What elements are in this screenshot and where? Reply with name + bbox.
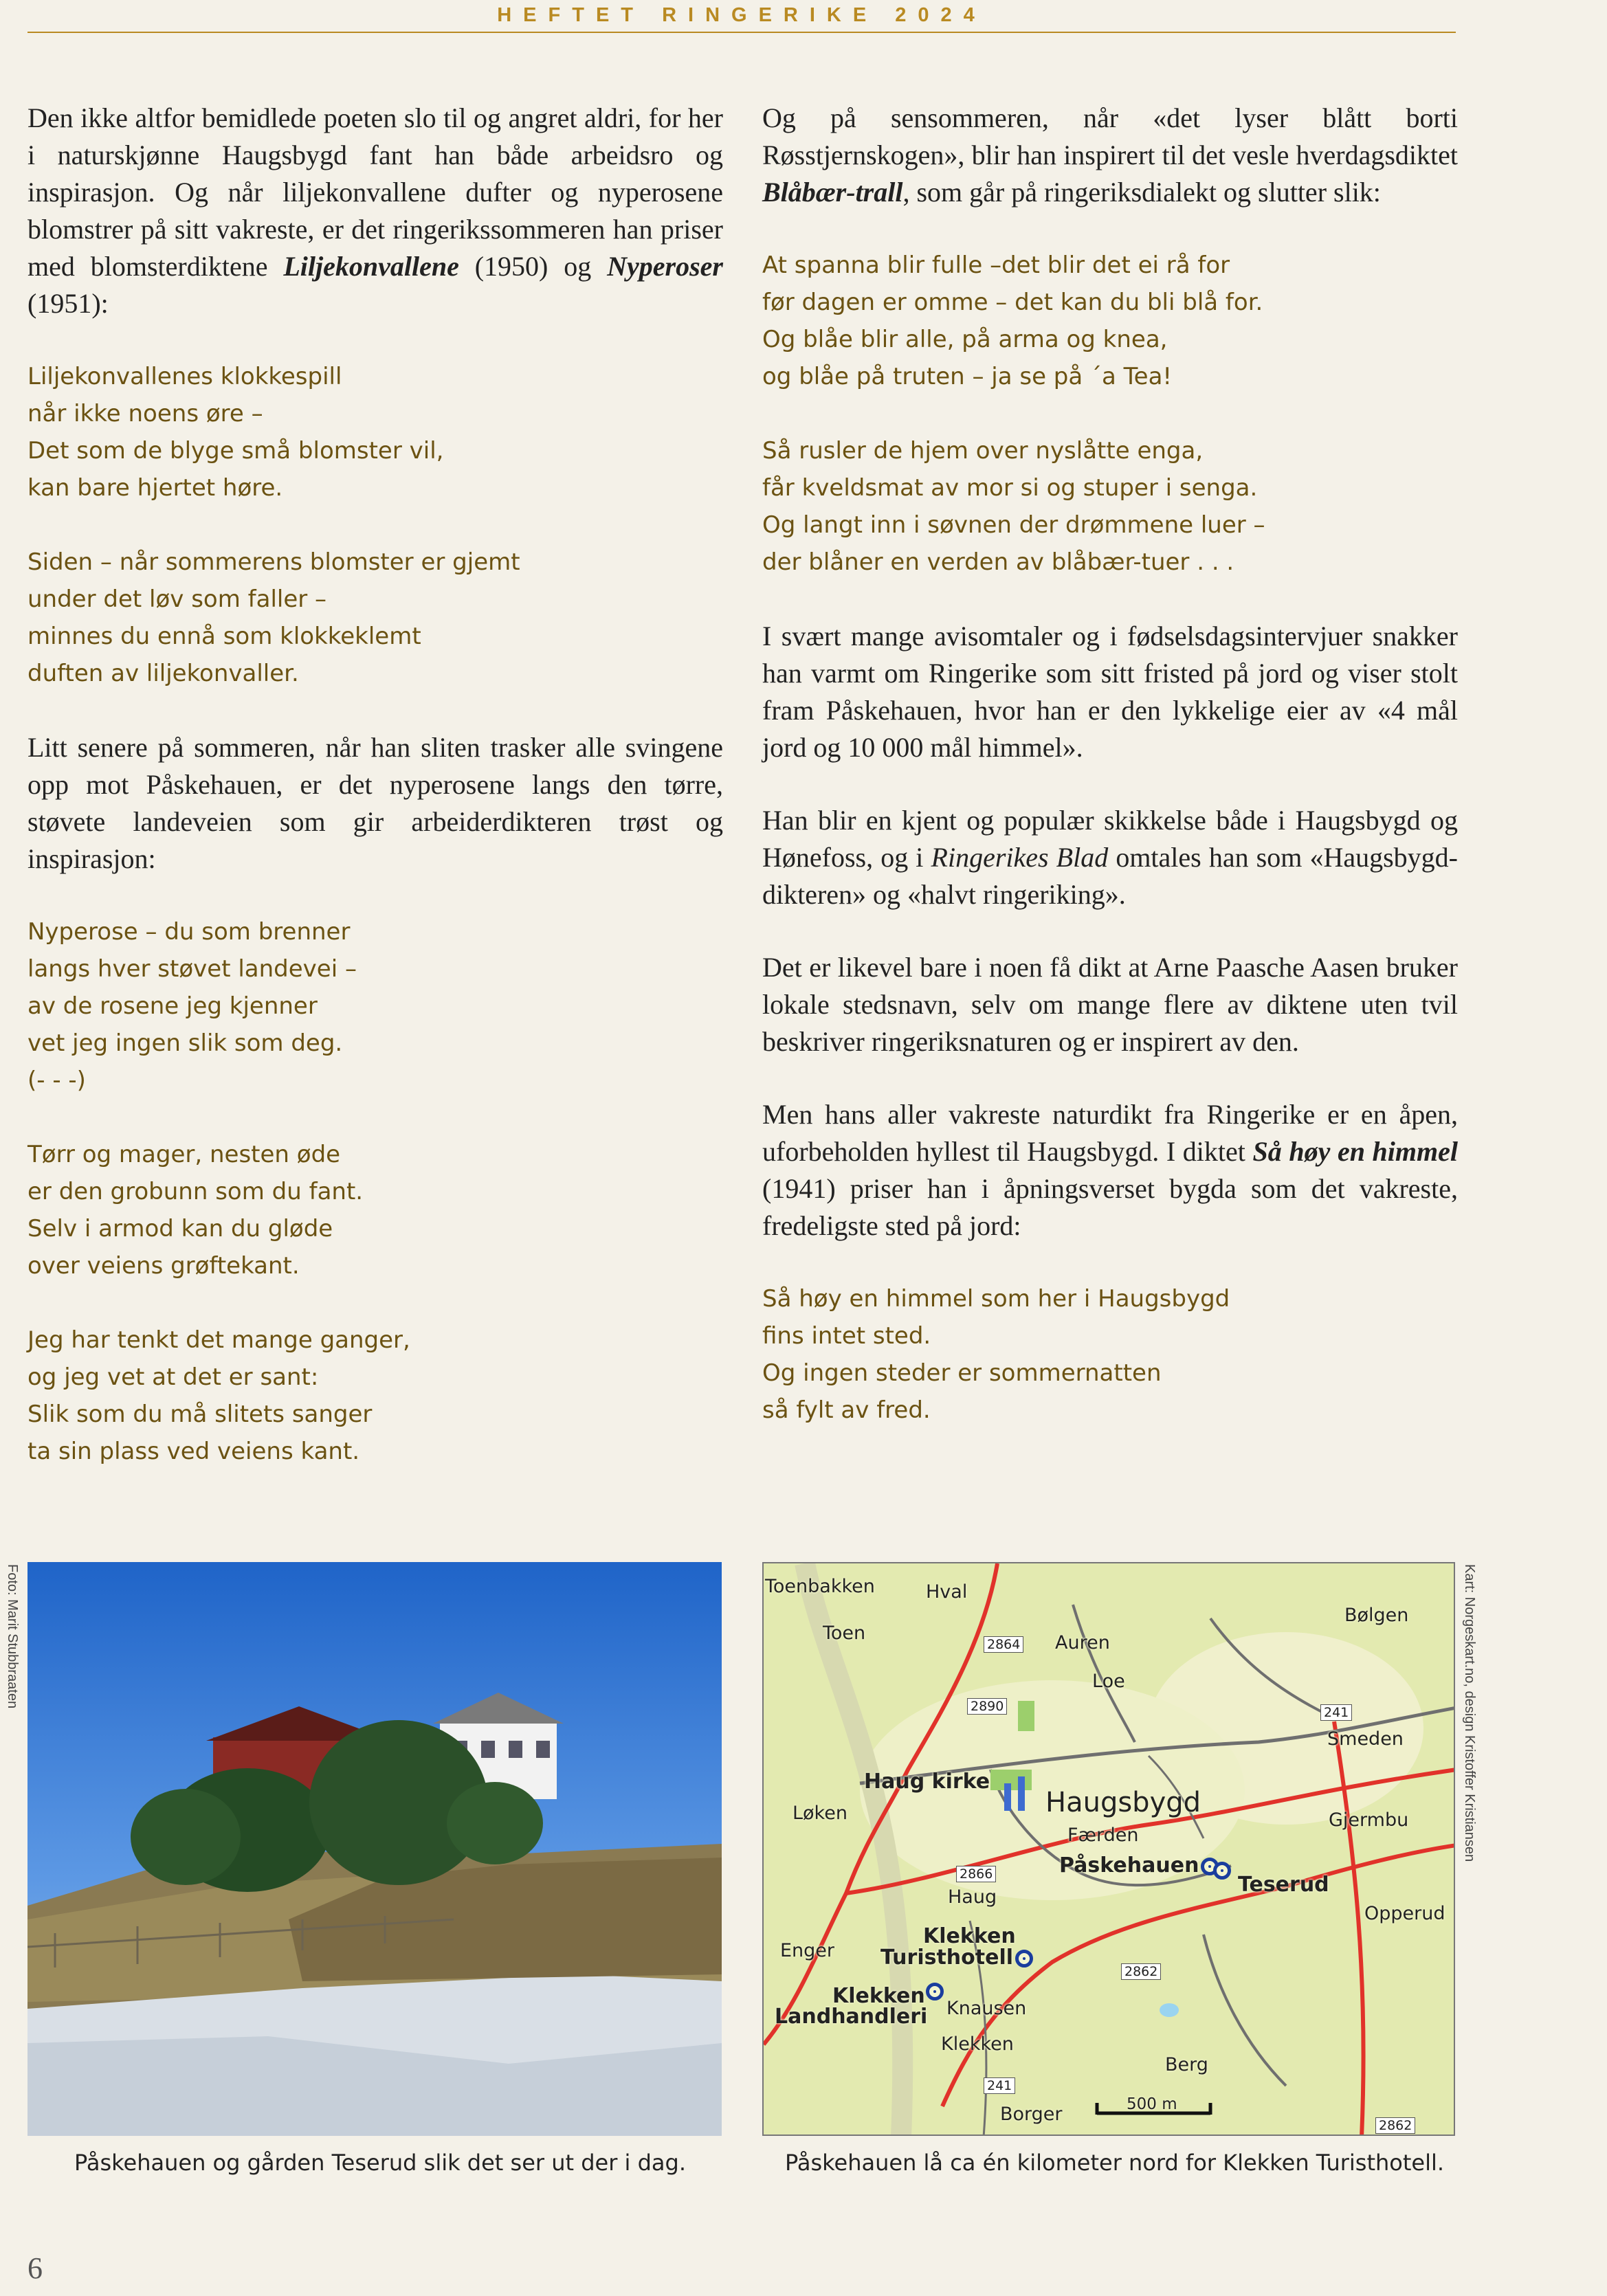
poem-stanza: Nyperose – du som brenner langs hver støvet landevei – av de rosene jeg kjenner vet jeg ingen slik som deg. (- - -) bbox=[27, 918, 357, 1094]
paragraph: Litt senere på sommeren, når han sliten trasker alle svingene opp mot Påskehauen, er det nyperosene langs den tørre, støvete landeveien som gir arbeiderdikteren trøst og inspirasjon: bbox=[27, 732, 723, 874]
text-span: omtales han som «Haugsbygd-dikteren» og «halvt ringeriking». bbox=[762, 842, 1458, 910]
map-label: Påskehauen bbox=[1059, 1853, 1199, 1877]
map-label: Toen bbox=[823, 1623, 866, 1644]
teserud-marker-icon bbox=[1213, 1862, 1231, 1880]
photo-caption: Påskehauen og gården Teserud slik det ser ut der i dag. bbox=[74, 2150, 686, 2176]
map-label: Toenbakken bbox=[765, 1576, 875, 1597]
road-number: 241 bbox=[984, 2077, 1015, 2094]
poem-stanza: Jeg har tenkt det mange ganger, og jeg vet at det er sant: Slik som du må slitets sanger ta sin plass ved veiens kant. bbox=[27, 1326, 410, 1465]
map-scale-label: 500 m bbox=[1127, 2095, 1177, 2113]
text-span: (1950) og bbox=[458, 251, 608, 282]
map-label: Berg bbox=[1165, 2054, 1208, 2075]
poem-stanza: Så rusler de hjem over nyslåtte enga, får kveldsmat av mor si og stuper i senga. Og langt inn i søvnen der drømmene luer – der blåner en verden av blåbær-tuer . . . bbox=[762, 437, 1265, 576]
map-label: Enger bbox=[780, 1940, 835, 1961]
poem-stanza: Siden – når sommerens blomster er gjemt under det løv som faller – minnes du ennå som klokkeklemt duften av liljekonvaller. bbox=[27, 548, 520, 687]
map-credit: Kart: Norgeskart.no, design Kristoffer Kristiansen bbox=[1462, 1564, 1477, 1862]
text-span: (1941) priser han i åpningsverset bygda som det vakreste, fredeligste sted på jord: bbox=[762, 1173, 1458, 1241]
map-label: Borger bbox=[1000, 2104, 1063, 2125]
map-label: Turisthotell bbox=[880, 1946, 1014, 1970]
map-label: Opperud bbox=[1364, 1903, 1445, 1924]
poem-title: Liljekonvallene bbox=[283, 251, 459, 282]
landscape-photo bbox=[27, 1562, 722, 2136]
hotel-marker-icon bbox=[1015, 1950, 1033, 1968]
map-label: Klekken bbox=[941, 2033, 1014, 2055]
area-map bbox=[762, 1562, 1455, 2136]
map-label: Hval bbox=[926, 1581, 968, 1603]
map-label: Teserud bbox=[1238, 1873, 1329, 1897]
road-number: 2862 bbox=[1375, 2117, 1415, 2134]
road-number: 2862 bbox=[1121, 1963, 1161, 1980]
page-number: 6 bbox=[27, 2251, 43, 2285]
map-label: Klekken bbox=[832, 1984, 925, 2008]
road-number: 2890 bbox=[967, 1698, 1007, 1715]
poem-title: Så høy en himmel bbox=[1252, 1136, 1459, 1167]
text-span: , som går på ringeriksdialekt og slutter slik: bbox=[902, 177, 1381, 208]
poem-title: Nyperoser bbox=[607, 251, 723, 282]
map-label: Smeden bbox=[1327, 1728, 1404, 1750]
map-label: Auren bbox=[1055, 1632, 1110, 1653]
road-number: 2864 bbox=[984, 1636, 1023, 1653]
map-label: Løken bbox=[793, 1803, 847, 1824]
text-span: Og på sensommeren, når «det lyser blått borti Røsstjernskogen», blir han inspirert til det vesle hverdagsdiktet bbox=[762, 102, 1458, 170]
paragraph: Det er likevel bare i noen få dikt at Arne Paasche Aasen bruker lokale stedsnavn, selv om mange flere av diktene uten tvil beskriver ringeriksnaturen og er inspirert av den. bbox=[762, 952, 1458, 1057]
text-span: (1951): bbox=[27, 288, 109, 319]
paragraph bbox=[27, 100, 723, 322]
road-number: 241 bbox=[1320, 1704, 1352, 1721]
map-label: Knausen bbox=[946, 1998, 1027, 2019]
left-column bbox=[27, 100, 723, 1507]
header-rule bbox=[27, 32, 1456, 33]
photo-credit: Foto: Marit Stubbraaten bbox=[5, 1564, 20, 1709]
paragraph bbox=[762, 802, 1458, 913]
map-label: Færden bbox=[1067, 1825, 1139, 1846]
map-label: Haug bbox=[948, 1886, 997, 1908]
map-label: Haugsbygd bbox=[1045, 1787, 1201, 1818]
poem-stanza: Tørr og mager, nesten øde er den grobunn som du fant. Selv i armod kan du gløde over veiens grøftekant. bbox=[27, 1141, 364, 1280]
paragraph bbox=[762, 100, 1458, 211]
map-label: Haug kirke bbox=[864, 1770, 990, 1794]
map-label: Klekken bbox=[923, 1924, 1016, 1948]
poem-stanza: At spanna blir fulle –det blir det ei rå for før dagen er omme – det kan du bli blå for. Og blåe blir alle, på arma og knea, og blåe på truten – ja se på ´a Tea! bbox=[762, 252, 1263, 390]
road-number: 2866 bbox=[956, 1866, 996, 1882]
paragraph bbox=[762, 1096, 1458, 1245]
running-header: HEFTET RINGERIKE 2024 bbox=[497, 4, 986, 26]
store-marker-icon bbox=[926, 1983, 944, 2000]
paragraph: I svært mange avisomtaler og i fødselsdagsintervjuer snakker han varmt om Ringerike som sitt fristed på jord og viser stolt fram Påskehauen, hvor han er den lykkelige eier av «4 mål jord og 10 000 mål himmel». bbox=[762, 621, 1458, 763]
map-label: Loe bbox=[1092, 1671, 1125, 1692]
map-label: Landhandleri bbox=[775, 2005, 928, 2029]
newspaper-title: Ringerikes Blad bbox=[931, 842, 1109, 873]
text-span: Men hans aller vakreste naturdikt fra Ringerike er en åpen, uforbeholden hyllest til Haugsbygd. I diktet bbox=[762, 1099, 1458, 1167]
map-label: Gjermbu bbox=[1329, 1809, 1409, 1831]
text-span: Den ikke altfor bemidlede poeten slo til og angret aldri, for her i naturskjønne Haugsbygd fant han både arbeidsro og inspirasjon. Og når liljekonvallene dufter og nyperosene blomstrer på sitt vakreste, er det ringerikssommeren han priser med blomsterdiktene bbox=[27, 102, 723, 282]
poem-title: Blåbær-trall bbox=[762, 177, 903, 208]
poem-stanza: Så høy en himmel som her i Haugsbygd fins intet sted. Og ingen steder er sommernatten så fylt av fred. bbox=[762, 1285, 1230, 1424]
poem-stanza: Liljekonvallenes klokkespill når ikke noens øre – Det som de blyge små blomster vil, kan bare hjertet høre. bbox=[27, 363, 444, 502]
right-column bbox=[762, 100, 1458, 1466]
map-caption: Påskehauen lå ca én kilometer nord for Klekken Turisthotell. bbox=[785, 2150, 1445, 2176]
text-span: Han blir en kjent og populær skikkelse både i Haugsbygd og Hønefoss, og i bbox=[762, 805, 1458, 873]
photo-illustration bbox=[27, 1562, 722, 2136]
map-label: Bølgen bbox=[1344, 1605, 1409, 1626]
